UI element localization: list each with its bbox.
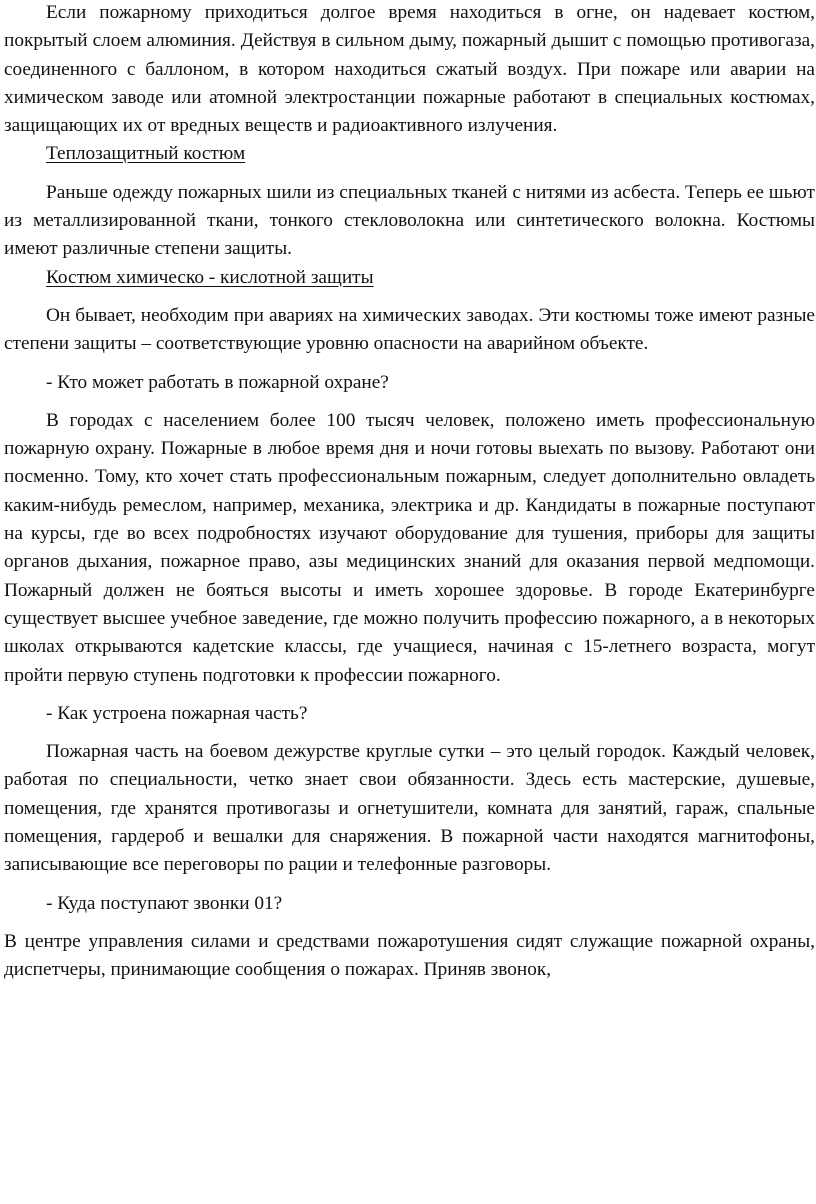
question-calls-01: - Куда поступают звонки 01? (46, 892, 283, 914)
heading-chemical-suit (4, 264, 815, 292)
heading-chemical-suit-text: Костюм химическо - кислотной защиты (46, 266, 374, 288)
paragraph-who-can-work: В городах с населением более 100 тысяч человек, положено иметь профессиональную пожарную охрану. Пожарные в любое время дня и ночи готовы выехать по вызову. Работают они посменно. Тому, кто хочет стать профессиональным пожарным, следует дополнительно овладеть каким-нибудь ремеслом, например, механика, электрика и др. Кандидаты в пожарные поступают на курсы, где во всех подробностях изучают оборудование для тушения, приборы для защиты органов дыхания, пожарное право, азы медицинских знаний для оказания первой медпомощи. Пожарный должен не бояться высоты и иметь хорошее здоровье. В городе Екатеринбурге существует высшее учебное заведение, где можно получить профессию пожарного, а в некоторых школах открываются кадетские классы, где учащиеся, начиная с 15-летнего возраста, могут пройти первую ступень подготовки к профессии пожарного. (4, 409, 815, 686)
paragraph-fire-suits: Если пожарному приходиться долгое время находиться в огне, он надевает костюм, покрытый слоем алюминия. Действуя в сильном дыму, пожарный дышит с помощью противогаза, соединенного с баллоном, в котором находиться сжатый воздух. При пожаре или аварии на химическом заводе или атомной электростанции пожарные работают в специальных костюмах, защищающих их от вредных веществ и радиоактивного излучения. (4, 2, 815, 137)
paragraph-control-center: В центре управления силами и средствами пожаротушения сидят служащие пожарной охраны, диспетчеры, принимающие сообщения о пожарах. Приняв звонок, (4, 930, 815, 981)
heading-heat-protective-suit (4, 140, 815, 168)
paragraph-heat-suit: Раньше одежду пожарных шили из специальных тканей с нитями из асбеста. Теперь ее шьют из металлизированной ткани, тонкого стекловолокна или синтетического волокна. Костюмы имеют различные степени защиты. (4, 181, 815, 260)
paragraph-chemical-suit: Он бывает, необходим при авариях на химических заводах. Эти костюмы тоже имеют разные степени защиты – соответствующие уровню опасности на аварийном объекте. (4, 304, 815, 355)
question-who-can-work: - Кто может работать в пожарной охране? (46, 371, 389, 393)
heading-heat-protective-suit-text: Теплозащитный костюм (46, 143, 246, 165)
paragraph-fire-station: Пожарная часть на боевом дежурстве круглые сутки – это целый городок. Каждый человек, работая по специальности, четко знает свои обязанности. Здесь есть мастерские, душевые, помещения, где хранятся противогазы и огнетушители, комната для занятий, гараж, спальные помещения, гардероб и вешалки для снаряжения. В пожарной части находятся магнитофоны, записывающие все переговоры по рации и телефонные разговоры. (4, 741, 815, 876)
question-fire-station: - Как устроена пожарная часть? (46, 702, 308, 724)
